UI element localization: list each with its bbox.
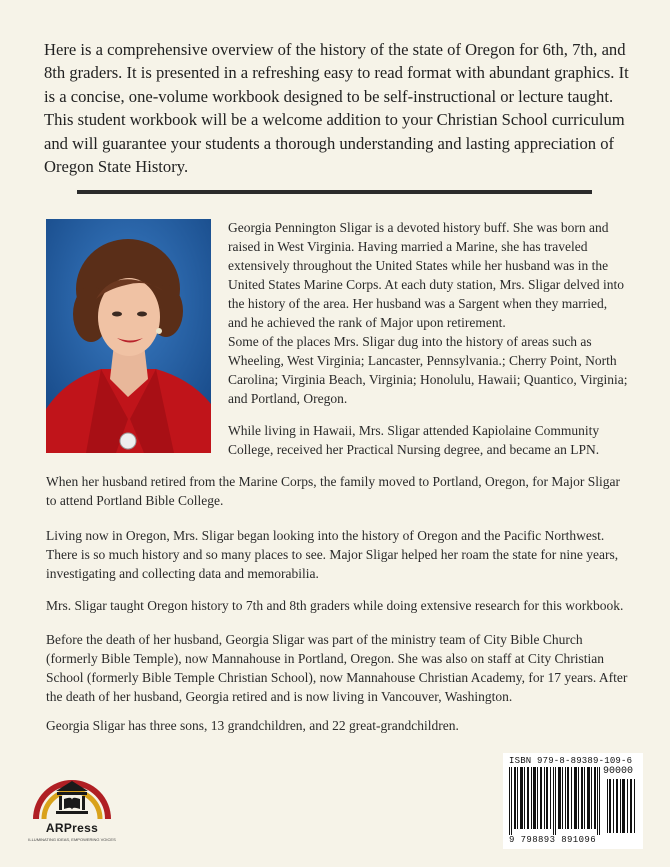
- isbn-barcode: [503, 753, 643, 849]
- author-bio-paragraph: While living in Hawaii, Mrs. Sligar attended Kapiolaine Community College, received her Practical Nursing degree, and became an LPN.: [228, 423, 600, 457]
- publisher-tagline: ILLUMINATING IDEAS, EMPOWERING VOICES: [28, 837, 116, 842]
- publisher-name: ARPress: [45, 821, 99, 835]
- author-bio-paragraph: Before the death of her husband, Georgia Sligar was part of the ministry team of City Bible Church (formerly Bible Temple), now Mannahouse in Portland, Oregon. She was also on staff at City Christian School (formerly Bible Temple Christian School), now Mannahouse Christian Academy, for 17 years. After the death of her husband, Georgia retired and is now living in Vancouver, Washington.: [46, 632, 628, 704]
- author-bio-paragraph: Some of the places Mrs. Sligar dug into the history of areas such as Wheeling, West Virginia; Lancaster, Pennsylvania.; Cherry Point, North Carolina; Virginia Beach, Virginia; Honolulu, Hawaii; Quantico, Virginia; and Portland, Oregon.: [228, 334, 628, 406]
- publisher-logo: [28, 757, 116, 857]
- book-description: Here is a comprehensive overview of the history of the state of Oregon for 6th, 7th, and 8th graders. It is presented in a refreshing easy to read format with abundant graphics. It is a concise, one-volume workbook designed to be self-instructional or lecture taught. This student workbook will be a welcome addition to your Christian School curriculum and will guarantee your students a thorough understanding and lasting appreciation of Oregon State History.: [44, 40, 629, 177]
- barcode-number: 9 798893 891096: [509, 835, 597, 845]
- section-divider: [77, 190, 592, 194]
- author-bio-paragraph: Georgia Pennington Sligar is a devoted history buff. She was born and raised in West Virginia. Having married a Marine, she has traveled extensively throughout the United States while her husband was in the United States Marine Corps. At each duty station, Mrs. Sligar delved into the history of the area. Her husband was a Sargent when they married, and he achieved the rank of Major upon retirement.: [228, 220, 624, 330]
- author-bio-paragraph: Mrs. Sligar taught Oregon history to 7th and 8th graders while doing extensive research for this workbook.: [46, 598, 624, 613]
- price-barcode-bars: [607, 779, 637, 833]
- price-code: 90000: [603, 766, 634, 777]
- author-photo: [46, 219, 211, 453]
- barcode-bars: [509, 767, 601, 835]
- author-bio-paragraph: When her husband retired from the Marine Corps, the family moved to Portland, Oregon, for Major Sligar to attend Portland Bible College.: [46, 474, 620, 508]
- isbn-label: ISBN 979-8-89389-109-6: [509, 756, 633, 766]
- author-bio-paragraph: Georgia Sligar has three sons, 13 grandchildren, and 22 great-grandchildren.: [46, 718, 459, 733]
- library-icon: [28, 757, 116, 821]
- author-bio-paragraph: Living now in Oregon, Mrs. Sligar began looking into the history of Oregon and the Pacific Northwest. There is so much history and so many places to see. Major Sligar helped her roam the state for nine years, investigating and collecting data and memorabilia.: [46, 528, 619, 581]
